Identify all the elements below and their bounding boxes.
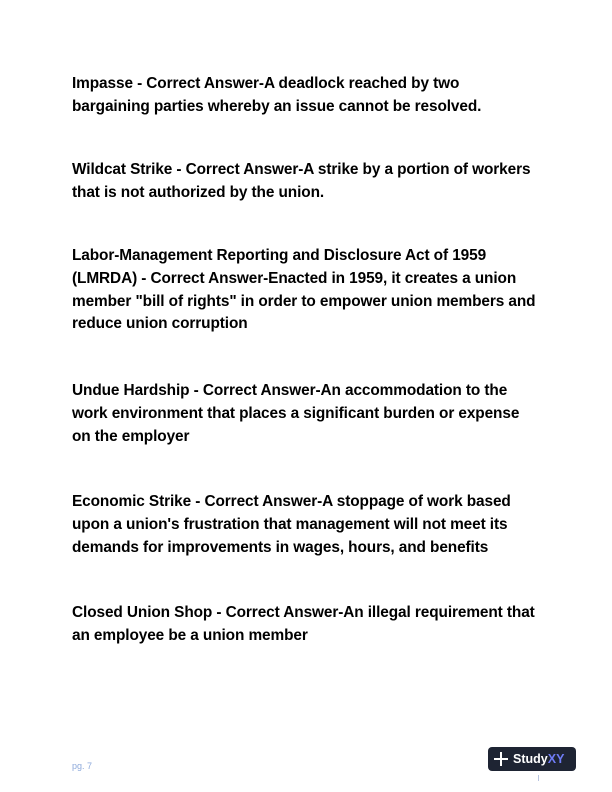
- flashcard-economic-strike: Economic Strike - Correct Answer-A stoppage of work based upon a union's frustration that management will not meet its demands for improvements in wages, hours, and benefits: [72, 493, 511, 556]
- flashcard-closed-union-shop: Closed Union Shop - Correct Answer-An illegal requirement that an employee be a union member: [72, 604, 535, 644]
- flashcard-impasse: Impasse - Correct Answer-A deadlock reached by two bargaining parties whereby an issue cannot be resolved.: [72, 75, 482, 115]
- flashcard-lmrda: Labor-Management Reporting and Disclosure Act of 1959 (LMRDA) - Correct Answer-Enacted in 1959, it creates a union member "bill of rights" in order to empower union members and reduce union corruption: [72, 247, 536, 333]
- brand-name-suffix: XY: [547, 752, 565, 766]
- flashcard-undue-hardship: Undue Hardship - Correct Answer-An accommodation to the work environment that places a significant burden or expense on the employer: [72, 382, 520, 445]
- plus-icon: [494, 752, 508, 766]
- page-number: pg. 7: [72, 761, 93, 771]
- footer-divider-mark: [538, 775, 539, 781]
- studyxy-logo: [488, 747, 576, 771]
- brand-name-prefix: Study: [513, 752, 548, 766]
- flashcard-wildcat-strike: Wildcat Strike - Correct Answer-A strike by a portion of workers that is not authorized by the union.: [72, 161, 531, 201]
